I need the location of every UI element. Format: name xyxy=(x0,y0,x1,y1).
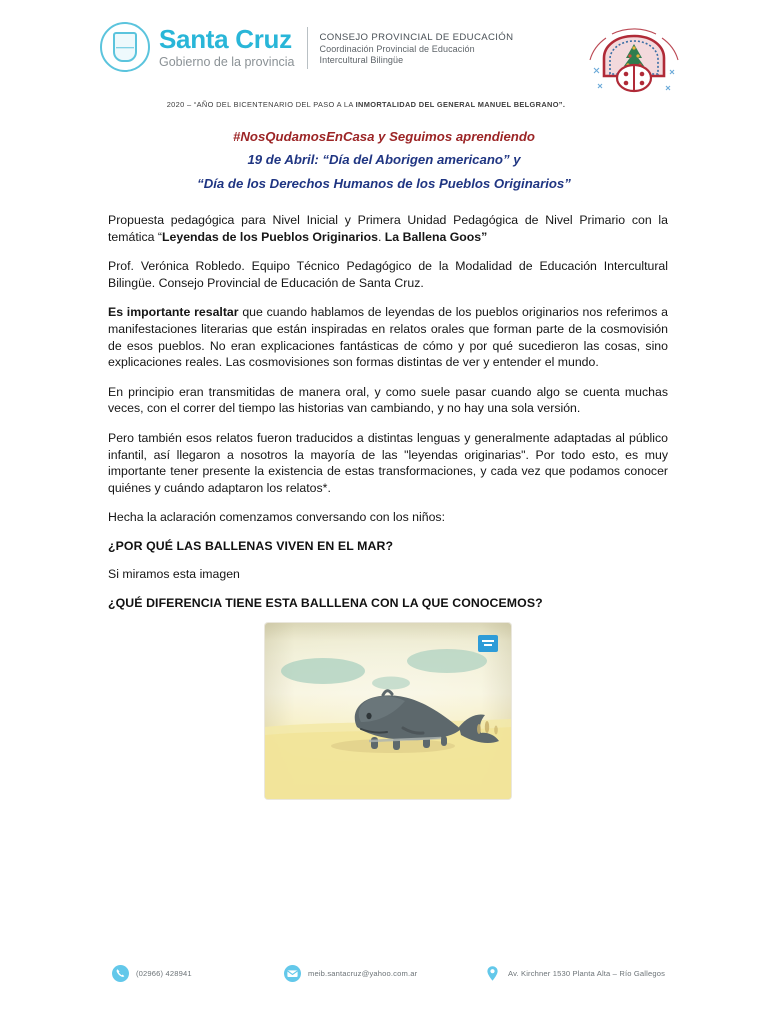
logo-divider xyxy=(307,27,308,69)
department-line-1: CONSEJO PROVINCIAL DE EDUCACIÓN xyxy=(319,32,514,43)
rights-title: “Día de los Derechos Humanos de los Pueblos Originarios” xyxy=(197,176,571,191)
importance-rest: que cuando hablamos de leyendas de los pueblos originarios nos referimos a manifestaciones literarias que están inspiradas en relatos orales que forman parte de la cosmovisión de esos pueblos. No eran explicaciones fantásticas de cómo y por qué sucedieron las cosas, sino explicaciones reales. Las cosmovisiones son formas distintas de ver y entender el mundo. xyxy=(108,305,668,370)
provincial-crest-icon xyxy=(100,22,150,72)
badge-line-1 xyxy=(482,640,494,642)
footer-email xyxy=(284,965,484,982)
footer-address-text: Av. Kirchner 1530 Planta Alta – Río Gallegos xyxy=(508,969,666,978)
footer-address xyxy=(484,965,665,982)
question-whale-difference: ¿QUÉ DIFERENCIA TIENE ESTA BALLLENA CON LA QUE CONOCEMOS? xyxy=(108,595,543,610)
brand-title: Santa Cruz xyxy=(159,23,292,54)
document-body xyxy=(0,212,768,799)
phone-icon xyxy=(112,965,129,982)
envelope-icon xyxy=(284,965,301,982)
proposal-bold-b: La Ballena Goos” xyxy=(384,229,488,244)
date-title: 19 de Abril: “Día del Aborigen americano” y xyxy=(247,152,521,167)
department-line-2: Coordinación Provincial de Educación xyxy=(319,44,475,54)
footer-phone-text: (02966) 428941 xyxy=(136,969,192,978)
footer-email-text: meib.santacruz@yahoo.com.ar xyxy=(308,969,418,978)
intercultural-bilingual-emblem-icon xyxy=(578,22,690,94)
santa-cruz-logo xyxy=(100,22,513,72)
slogan-bold: INMORTALIDAD DEL GENERAL MANUEL BELGRANO”. xyxy=(355,100,566,109)
video-subtitle-badge xyxy=(478,635,498,652)
illustration-artwork xyxy=(265,623,511,799)
paragraph-translations: Pero también esos relatos fueron traducidos a distintas lenguas y generalmente adaptadas al público infantil, así llegaron a nosotros la mayoría de las "leyendas originarias". Por todo esto, es muy importante tener presente la existencia de estas transformaciones, y cada vez que podamos conocer quiénes y cuándo adaptaron los relatos*. xyxy=(108,430,668,495)
document-header xyxy=(0,0,768,112)
importance-bold-lead: Es importante resaltar xyxy=(108,305,239,320)
paragraph-oral-tradition: En principio eran transmitidas de manera oral, y como suele pasar cuando algo se cuenta muchas veces, con el correr del tiempo las historias van cambiando, y no hay una sola versión. xyxy=(108,384,668,416)
proposal-text-a: Propuesta pedagógica para Nivel Inicial y Primera Unidad Pedagógica de Nivel Primario con la temática “ xyxy=(108,213,668,244)
footer-phone xyxy=(112,965,284,982)
paragraph-look-at-image: Si miramos esta imagen xyxy=(108,566,240,581)
document-footer xyxy=(0,965,768,982)
badge-line-2 xyxy=(484,644,492,646)
proposal-bold-a: Leyendas de los Pueblos Originarios xyxy=(162,229,378,244)
question-why-whales-live-in-sea: ¿POR QUÉ LAS BALLENAS VIVEN EN EL MAR? xyxy=(108,538,394,553)
illustration-container xyxy=(108,623,668,799)
brand-subtitle: Gobierno de la provincia xyxy=(159,54,295,69)
document-titles xyxy=(0,126,768,196)
slogan-prefix: 2020 – “AÑO DEL BICENTENARIO DEL PASO A LA xyxy=(166,100,356,109)
bicentennial-slogan xyxy=(0,100,768,109)
department-line-3: Intercultural Bilingüe xyxy=(319,55,404,65)
paragraph-proposal xyxy=(108,212,668,245)
paragraph-importance xyxy=(108,304,668,370)
hashtag-title: #NosQudamosEnCasa y Seguimos aprendiendo xyxy=(233,129,535,144)
paragraph-clarification: Hecha la aclaración comenzamos conversando con los niños: xyxy=(108,510,445,525)
proposal-text-b: . xyxy=(377,229,385,244)
location-pin-icon xyxy=(484,965,501,982)
paragraph-author: Prof. Verónica Robledo. Equipo Técnico Pedagógico de la Modalidad de Educación Intercultural Bilingüe. Consejo Provincial de Educación de Santa Cruz. xyxy=(108,259,668,290)
whale-with-legs-illustration xyxy=(265,623,511,799)
